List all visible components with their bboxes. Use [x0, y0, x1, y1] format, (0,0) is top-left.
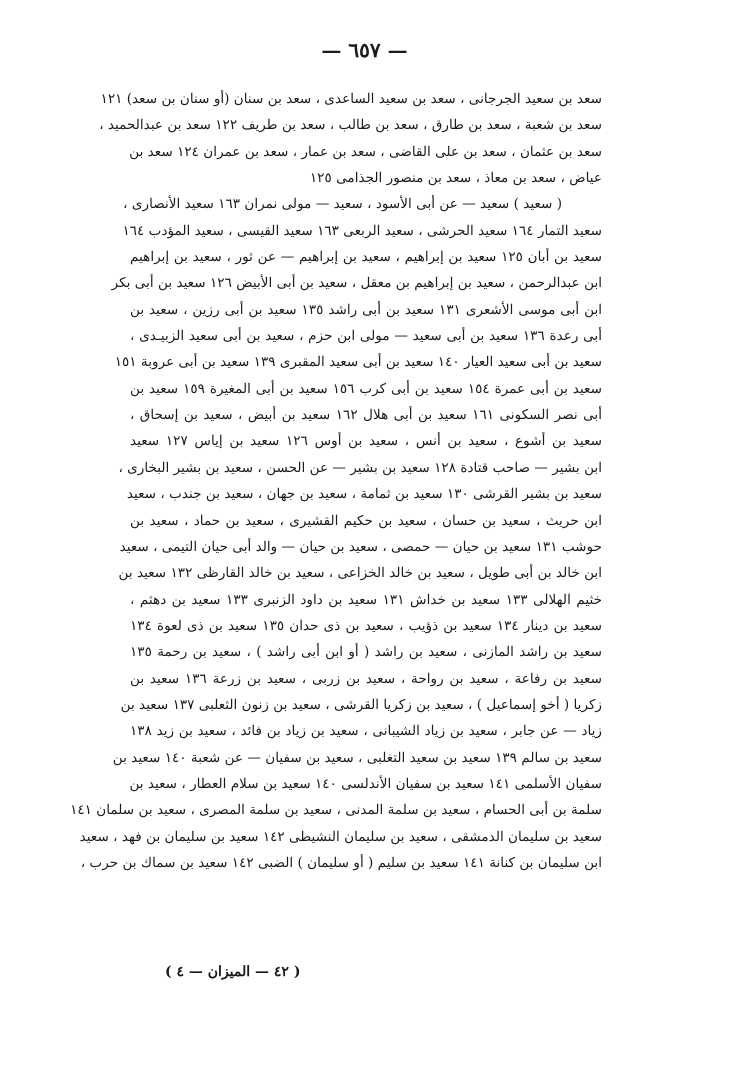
text-line: ابن سليمان بن كنانة ١٤١ سعيد بن سليم ( أو سليمان ) الضبى ١٤٢ سعيد بن سماك بن حرب ،	[80, 854, 602, 871]
text-line: ( سعيد ) سعيد — عن أبى الأسود ، سعيد — مولى نمران ١٦٣ سعيد الأنصارى ،	[123, 196, 562, 213]
text-line: سلمة بن أبى الحسام ، سعيد بن سلمة المدنى ، سعيد بن سلمة المصرى ، سعيد بن سلمان ١٤١	[70, 802, 602, 819]
text-line: خثيم الهلالى ١٣٣ سعيد بن خداش ١٣١ سعيد بن داود الزنبرى ١٣٣ سعيد بن دهثم ،	[130, 591, 602, 608]
text-line: سعيد التمار ١٦٤ سعيد الحرشى ، سعيد الربعى ١٦٣ سعيد القيسى ، سعيد المؤدب ١٦٤	[122, 222, 602, 239]
text-line: سعيد بن سالم ١٣٩ سعيد بن سعيد التغلبى ، سعيد بن سفيان — عن شعبة ١٤٠ سعيد بن	[112, 749, 602, 766]
text-line: عياض ، سعد بن معاذ ، سعد بن منصور الجذامى ١٢٥	[309, 170, 602, 187]
text-line: ابن بشير — صاحب قتادة ١٢٨ سعيد بن بشير — عن الحسن ، سعيد بن بشير البخارى ،	[118, 459, 602, 476]
text-line: زياد — عن جابر ، سعيد بن زياد الشيبانى ، سعيد بن زياد بن فائد ، سعيد بن زيد ١٣٨	[130, 723, 602, 740]
text-line: زكريا ( أخو إسماعيل ) ، سعيد بن زكريا القرشى ، سعيد بن زنون الثعلبى ١٣٧ سعيد بن	[120, 696, 602, 713]
text-line: ابن أبى موسى الأشعرى ١٣١ سعيد بن أبى راشد ١٣٥ سعيد بن أبى رزين ، سعيد بن	[130, 301, 602, 318]
index-text-block	[70, 86, 603, 876]
text-line: سعد بن سعيد الجرجانى ، سعد بن سعيد الساعدى ، سعد بن سنان (أو سنان بن سعد) ١٢١	[100, 91, 602, 107]
text-line: ابن عبدالرحمن ، سعيد بن إبراهيم بن معقل ، سعيد بن أبى الأبيض ١٢٦ سعيد بن أبى بكر	[111, 275, 602, 292]
text-line: سعيد بن سليمان الدمشقى ، سعيد بن سليمان النشيطى ١٤٢ سعيد بن سليمان بن فهد ، سعيد	[79, 828, 602, 845]
text-line: أبى نصر السكونى ١٦١ سعيد بن أبى هلال ١٦٢ سعيد بن أبيض ، سعيد بن إسحاق ،	[130, 407, 602, 424]
text-line: سعيد بن أبى سعيد العيار ١٤٠ سعيد بن أبى سعيد المقبرى ١٣٩ سعيد بن أبى عروبة ١٥١	[114, 354, 602, 371]
text-line: ابن خالد بن أبى طويل ، سعيد بن خالد الخزاعى ، سعيد بن خالد القارظى ١٣٢ سعيد بن	[118, 565, 602, 582]
text-line: سعد بن عثمان ، سعد بن على القاضى ، سعد بن عمار ، سعد بن عمران ١٢٤ سعد بن	[129, 143, 602, 160]
text-line: سعد بن شعبة ، سعد بن طارق ، سعد بن طالب ، سعد بن طريف ١٢٢ سعد بن عبدالحميد ،	[99, 117, 602, 134]
text-line: سعيد بن راشد المازنى ، سعيد بن راشد ( أو ابن أبى راشد ) ، سعيد بن رحمة ١٣٥	[130, 644, 602, 661]
text-line: سفيان الأسلمى ١٤١ سعيد بن سفيان الأندلسى ١٤٠ سعيد بن سلام العطار ، سعيد بن	[129, 775, 602, 792]
text-line: سعيد بن رفاعة ، سعيد بن رواحة ، سعيد بن زربى ، سعيد بن زرعة ١٣٦ سعيد بن	[130, 670, 602, 687]
text-line: حوشب ١٣١ سعيد بن حيان — حمصى ، سعيد بن حيان — والد أبى حيان التيمى ، سعيد	[119, 538, 602, 555]
text-line: سعيد بن أبان ١٢٥ سعيد بن إبراهيم ، سعيد بن إبراهيم — عن ثور ، سعيد بن إبراهيم	[130, 249, 603, 266]
text-line: سعيد بن بشير القرشى ١٣٠ سعيد بن ثمامة ، سعيد بن جهان ، سعيد بن جندب ، سعيد	[126, 486, 602, 503]
page-number: — ٦٥٧ —	[321, 38, 408, 62]
text-line: سعيد بن أبى عمرة ١٥٤ سعيد بن أبى كرب ١٥٦ سعيد بن أبى المغيرة ١٥٩ سعيد بن	[130, 380, 602, 397]
text-line: سعيد بن دينار ١٣٤ سعيد بن ذؤيب ، سعيد بن ذى حدان ١٣٥ سعيد بن ذى لعوة ١٣٤	[130, 617, 602, 634]
text-line: سعيد بن أشوع ، سعيد بن أنس ، سعيد بن أوس ١٢٦ سعيد بن إياس ١٢٧ سعيد	[130, 433, 602, 450]
text-line: ابن حريث ، سعيد بن حسان ، سعيد بن حكيم القشيرى ، سعيد بن حماد ، سعيد بن	[130, 512, 602, 529]
text-line: أبى رعدة ١٣٦ سعيد بن أبى سعيد — مولى ابن حزم ، سعيد بن أبى سعيد الزبيـدى ،	[130, 328, 602, 345]
footer-signature: ( ٤٢ — الميزان — ٤ )	[165, 964, 301, 980]
